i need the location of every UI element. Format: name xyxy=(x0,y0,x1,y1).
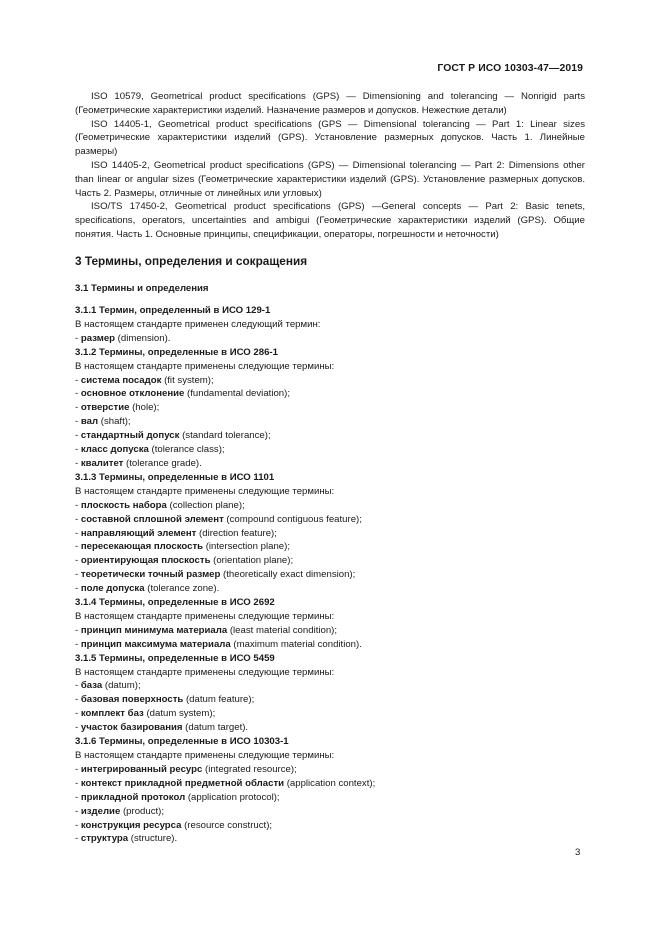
term-name: участок базирования xyxy=(80,722,183,734)
reference-item: ISO/TS 17450-2, Geometrical product specifications (GPS) —General concepts — Part 2: Basic tenets, specifications, operators, uncertainties and ambigui (Геометрические характеристики изделий (GPS). Общие понятия. Часть 1. Основные принципы, спецификации, операторы, погрешности и неточности) xyxy=(75,201,585,240)
term-translation: (hole); xyxy=(129,402,160,414)
term-name: основное отклонение xyxy=(80,388,185,400)
term-item: - отверстие (hole); xyxy=(75,402,160,414)
term-translation: (application context); xyxy=(284,777,376,789)
term-item: - принцип максимума материала (maximum material condition). xyxy=(75,638,362,650)
term-name: плоскость набора xyxy=(80,499,167,511)
term-name: отверстие xyxy=(80,402,130,414)
term-translation: (fit system); xyxy=(161,374,214,386)
term-name: размер xyxy=(80,332,116,344)
term-translation: (tolerance zone). xyxy=(144,583,220,595)
term-item: - комплект баз (datum system); xyxy=(75,708,216,720)
term-item: - пересекающая плоскость (intersection plane); xyxy=(75,541,290,553)
term-name: интегрированный ресурс xyxy=(80,763,203,775)
term-translation: (integrated resource); xyxy=(202,763,297,775)
section-3-1-title: 3.1 Термины и определения xyxy=(75,283,209,294)
term-name: комплект баз xyxy=(80,708,144,720)
term-translation: (direction feature); xyxy=(196,527,277,539)
subsection-intro: В настоящем стандарте применены следующие термины: xyxy=(75,485,335,497)
reference-item: ISO 14405-1, Geometrical product specifications (GPS — Dimensional tolerancing — Part 1: Linear sizes (Геометрические характеристики изделий (GPS). Установление размерных допусков. Часть 1. Линейные размеры) xyxy=(75,118,585,158)
section-3-title: 3 Термины, определения и сокращения xyxy=(75,254,308,268)
term-translation: (fundamental deviation); xyxy=(184,388,290,400)
term-item: - участок базирования (datum target). xyxy=(75,722,249,734)
subsection-heading: 3.1.2 Термины, определенные в ИСО 286-1 xyxy=(75,346,278,358)
term-item: - контекст прикладной предметной области (application context); xyxy=(75,777,376,789)
term-name: система посадок xyxy=(80,374,162,386)
term-translation: (least material condition); xyxy=(227,624,338,636)
page-number: 3 xyxy=(575,847,581,858)
term-name: принцип максимума материала xyxy=(80,638,231,650)
term-translation: (application protocol); xyxy=(185,791,280,803)
term-translation: (datum); xyxy=(102,680,141,692)
term-name: стандартный допуск xyxy=(80,430,180,442)
term-translation: (structure). xyxy=(128,833,178,845)
term-translation: (datum feature); xyxy=(183,694,255,706)
reference-item: ISO 10579, Geometrical product specifications (GPS) — Dimensioning and tolerancing — Nonrigid parts (Геометрические характеристики изделий. Назначение размеров и допусков. Нежесткие детали) xyxy=(75,91,585,116)
term-item: - ориентирующая плоскость (orientation plane); xyxy=(75,555,294,567)
reference-item: ISO 14405-2, Geometrical product specifications (GPS) — Dimensional tolerancing — Part 2: Dimensions other than linear or angular sizes (Геометрические характеристики изделий (GPS). Установление размерных допусков. Часть 2. Размеры, отличные от линейных или угловых) xyxy=(75,159,585,199)
term-item: - система посадок (fit system); xyxy=(75,374,214,386)
term-item: - базовая поверхность (datum feature); xyxy=(75,694,255,706)
term-item: - класс допуска (tolerance class); xyxy=(75,444,225,456)
term-name: изделие xyxy=(80,805,121,817)
term-translation: (datum system); xyxy=(143,708,216,720)
term-item: - плоскость набора (collection plane); xyxy=(75,499,245,511)
subsection-intro: В настоящем стандарте применены следующие термины: xyxy=(75,360,335,372)
term-name: класс допуска xyxy=(80,444,149,456)
term-name: теоретически точный размер xyxy=(80,569,221,581)
subsection-intro: В настоящем стандарте применены следующие термины: xyxy=(75,610,335,622)
term-item: - прикладной протокол (application protocol); xyxy=(75,791,280,803)
term-item: - квалитет (tolerance grade). xyxy=(75,457,202,469)
term-name: вал xyxy=(80,416,99,428)
term-translation: (product); xyxy=(120,805,165,817)
term-item: - составной сплошной элемент (compound contiguous feature); xyxy=(75,513,362,525)
subsection-heading: 3.1.4 Термины, определенные в ИСО 2692 xyxy=(75,597,275,609)
term-translation: (intersection plane); xyxy=(203,541,290,553)
term-item: - основное отклонение (fundamental deviation); xyxy=(75,388,290,400)
subsection-intro: В настоящем стандарте применены следующие термины: xyxy=(75,750,335,761)
document-header: ГОСТ Р ИСО 10303-47—2019 xyxy=(437,63,583,74)
term-name: база xyxy=(80,680,103,692)
term-name: контекст прикладной предметной области xyxy=(80,777,285,789)
term-translation: (collection plane); xyxy=(166,499,245,511)
terms-list xyxy=(75,304,595,846)
term-item: - изделие (product); xyxy=(75,805,165,817)
term-name: базовая поверхность xyxy=(80,694,184,706)
term-item: - вал (shaft); xyxy=(75,416,131,428)
term-translation: (orientation plane); xyxy=(210,555,294,567)
term-item: - интегрированный ресурс (integrated resource); xyxy=(75,763,297,775)
term-name: конструкция ресурса xyxy=(80,819,182,831)
term-name: принцип минимума материала xyxy=(80,624,228,636)
term-name: ориентирующая плоскость xyxy=(80,555,211,567)
subsection-heading: 3.1.1 Термин, определенный в ИСО 129-1 xyxy=(75,305,271,316)
term-translation: (standard tolerance); xyxy=(179,430,271,442)
subsection-intro: В настоящем стандарте применены следующие термины: xyxy=(75,666,335,678)
term-name: составной сплошной элемент xyxy=(80,513,224,525)
term-translation: (shaft); xyxy=(98,416,131,428)
term-name: прикладной протокол xyxy=(80,791,186,803)
subsection-heading: 3.1.5 Термины, определенные в ИСО 5459 xyxy=(75,652,275,664)
term-name: квалитет xyxy=(80,457,124,469)
subsection-heading: 3.1.6 Термины, определенные в ИСО 10303-1 xyxy=(75,736,289,748)
term-translation: (tolerance grade). xyxy=(123,457,202,469)
normative-references xyxy=(75,90,585,242)
term-translation: (compound contiguous feature); xyxy=(223,513,362,525)
term-translation: (maximum material condition). xyxy=(230,638,362,650)
subsection-intro: В настоящем стандарте применен следующий термин: xyxy=(75,318,321,330)
term-translation: (dimension). xyxy=(115,332,171,344)
term-translation: (theoretically exact dimension); xyxy=(220,569,356,581)
term-item: - структура (structure). xyxy=(75,833,178,845)
term-item: - направляющий элемент (direction feature); xyxy=(75,527,277,539)
term-item: - принцип минимума материала (least material condition); xyxy=(75,624,338,636)
term-item: - теоретически точный размер (theoretically exact dimension); xyxy=(75,569,356,581)
term-translation: (datum target). xyxy=(182,722,249,734)
term-item: - стандартный допуск (standard tolerance); xyxy=(75,430,271,442)
term-name: направляющий элемент xyxy=(80,527,197,539)
term-item: - размер (dimension). xyxy=(75,332,171,344)
term-translation: (resource construct); xyxy=(181,819,273,831)
term-name: пересекающая плоскость xyxy=(80,541,204,553)
term-item: - поле допуска (tolerance zone). xyxy=(75,583,220,595)
term-item: - конструкция ресурса (resource construct); xyxy=(75,819,273,831)
term-name: структура xyxy=(80,833,129,845)
term-item: - база (datum); xyxy=(75,680,141,692)
term-name: поле допуска xyxy=(80,583,145,595)
term-translation: (tolerance class); xyxy=(148,444,225,456)
subsection-heading: 3.1.3 Термины, определенные в ИСО 1101 xyxy=(75,471,275,483)
